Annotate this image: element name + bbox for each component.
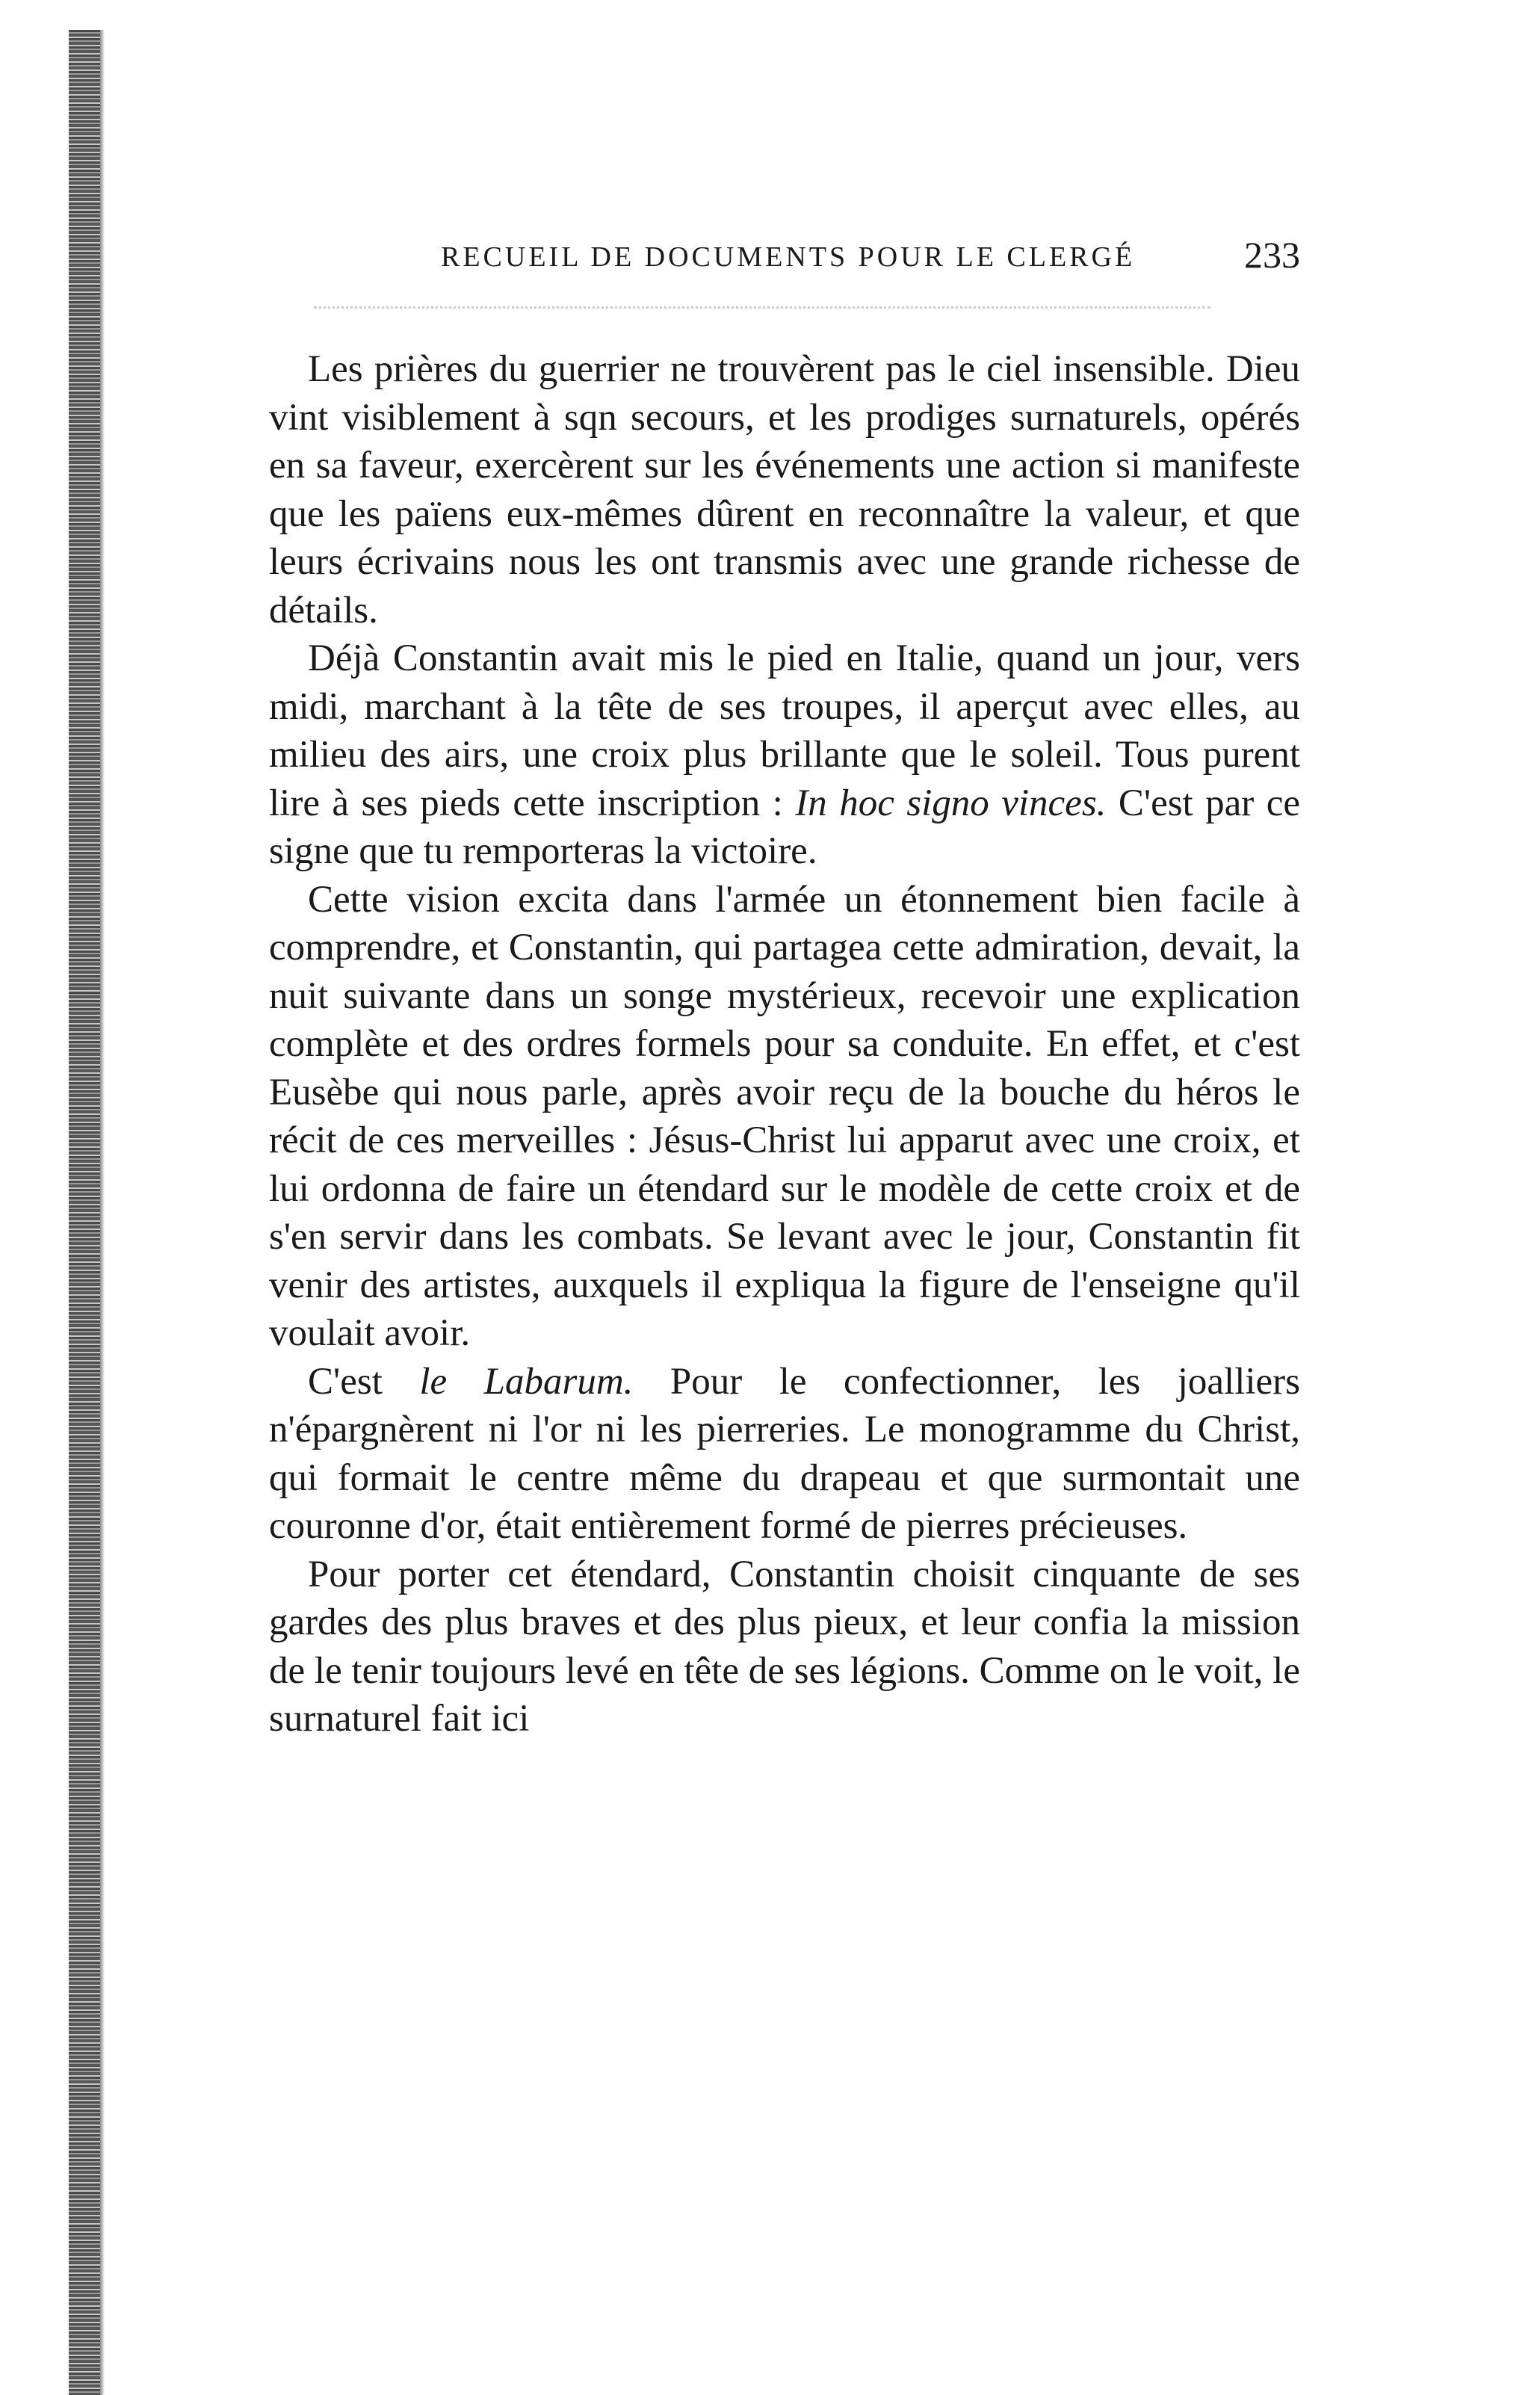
paragraph-4-text-after: Pour le confectionner, les joalliers n'épargnèrent ni l'or ni les pierreries. Le monogramme du Christ, qui formait le centre même du drapeau et que surmontait une couronne d'or, était entièrement formé de pierres précieuses.	[269, 1360, 1300, 1547]
page-number: 233	[1244, 234, 1300, 276]
labarum-term: le Labarum.	[419, 1360, 634, 1403]
paragraph-2	[269, 634, 1300, 876]
paragraph-5: Pour porter cet étendard, Constantin choisit cinquante de ses gardes des plus braves et des plus pieux, et leur confia la mission de le tenir toujours levé en tête de ses légions. Comme on le voit, le surnaturel fait ici	[269, 1553, 1300, 1740]
paragraph-4	[269, 1358, 1300, 1551]
binding-edge	[69, 30, 100, 2395]
running-title: RECUEIL DE DOCUMENTS POUR LE CLERGÉ	[441, 241, 1136, 273]
paragraph-3: Cette vision excita dans l'armée un étonnement bien facile à comprendre, et Constantin, qui partagea cette admiration, devait, la nuit suivante dans un songe mystérieux, recevoir une explication complète et des ordres formels pour sa conduite. En effet, et c'est Eusèbe qui nous parle, après avoir reçu de la bouche du héros le récit de ces merveilles : Jésus-Christ lui apparut avec une croix, et lui ordonna de faire un étendard sur le modèle de cette croix et de s'en servir dans les combats. Se levant avec le jour, Constantin fit venir des artistes, auxquels il expliqua la figure de l'enseigne qu'il voulait avoir.	[269, 878, 1300, 1354]
paragraph-1: Les prières du guerrier ne trouvèrent pas le ciel insensible. Dieu vint visiblement à sqn secours, et les prodiges surnaturels, opérés en sa faveur, exercèrent sur les événements une action si manifeste que les païens eux-mêmes dûrent en reconnaître la valeur, et que leurs écrivains nous les ont transmis avec une grande richesse de détails.	[269, 348, 1300, 631]
paragraph-4-text-before: C'est	[308, 1360, 420, 1403]
paragraph-2-text-before: Déjà Constantin avait mis le pied en Italie, quand un jour, vers midi, marchant à la tête de ses troupes, il aperçut avec elles, au milieu des airs, une croix plus brillante que le soleil. Tous purent lire à ses pieds cette inscription :	[269, 637, 1300, 824]
text-body	[269, 345, 1300, 1743]
latin-inscription: In hoc signo vinces.	[795, 782, 1107, 824]
paragraph-2-text-after: C'est par ce signe que tu remporteras la victoire.	[269, 782, 1301, 872]
page-header	[269, 224, 1300, 291]
header-rule	[314, 306, 1210, 312]
